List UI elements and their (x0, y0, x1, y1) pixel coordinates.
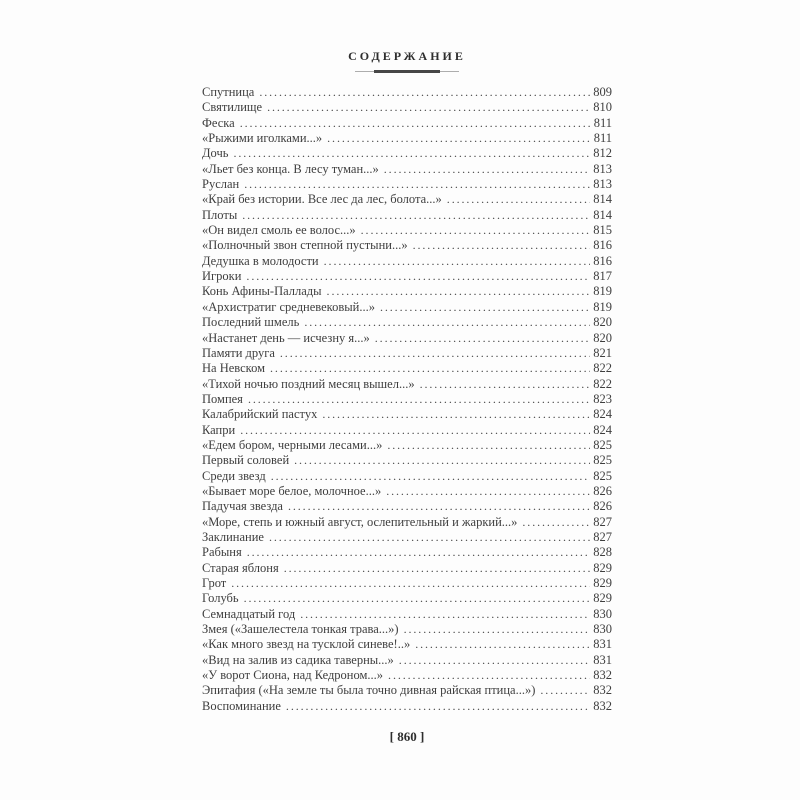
toc-entry (202, 683, 612, 698)
dot-leader (447, 192, 590, 207)
toc-entry-page: 816 (593, 238, 612, 253)
toc-entry (202, 238, 612, 253)
page-number: [ 860 ] (389, 729, 425, 745)
toc-entry-title: «Он видел смоль ее волос...» (202, 223, 356, 238)
toc-entry-page: 814 (593, 192, 612, 207)
contents-heading: СОДЕРЖАНИЕ (348, 49, 466, 63)
toc-entry-title: Рабыня (202, 545, 242, 560)
toc-entry-title: «Бывает море белое, молочное...» (202, 483, 382, 498)
dot-leader (322, 407, 590, 422)
toc-entry (202, 284, 612, 299)
toc-entry-page: 820 (593, 315, 612, 330)
toc-entry-page: 826 (593, 483, 612, 498)
toc-entry (202, 146, 612, 161)
toc-entry-title: Падучая звезда (202, 499, 283, 514)
dot-leader (248, 392, 590, 407)
toc-entry-title: Памяти друга (202, 345, 275, 360)
dot-leader (233, 146, 590, 161)
toc-entry-page: 819 (593, 299, 612, 314)
toc-entry-title: Дочь (202, 146, 229, 161)
toc-entry-title: «Едем бором, черными лесами...» (202, 437, 383, 452)
toc-entry-title: Капри (202, 422, 236, 437)
toc-entry (202, 162, 612, 177)
toc-entry-page: 825 (593, 437, 612, 452)
dot-leader (286, 699, 590, 714)
dot-leader (231, 576, 590, 591)
toc-entry (202, 699, 612, 714)
toc-entry-title: «У ворот Сиона, над Кедроном...» (202, 668, 384, 683)
toc-entry-title: Семнадцатый год (202, 606, 296, 621)
toc-entry-page: 809 (593, 85, 612, 99)
toc-entry-page: 829 (593, 576, 612, 590)
toc-entry-page: 825 (593, 453, 612, 468)
dot-leader (375, 331, 590, 346)
dot-leader (259, 85, 590, 100)
toc-entry-title: «Как много звезд на тусклой синеве!..» (202, 637, 411, 652)
toc-entry (202, 561, 612, 576)
dot-leader (420, 377, 591, 392)
toc-entry-title: Плоты (202, 207, 238, 222)
toc-entry-page: 822 (593, 361, 612, 376)
toc-entry-page: 820 (593, 330, 612, 345)
toc-entry (202, 545, 612, 560)
dot-leader (240, 423, 590, 438)
toc-entry (202, 346, 612, 361)
toc-entry (202, 377, 612, 392)
toc-entry-title: Змея («Зашелестела тонкая трава...») (202, 622, 399, 637)
dot-leader (384, 162, 590, 177)
toc-entry-page: 829 (593, 560, 612, 575)
dot-leader (267, 100, 590, 115)
toc-entry (202, 668, 612, 683)
toc-entry-title: Спутница (202, 85, 255, 99)
toc-entry (202, 484, 612, 499)
dot-leader (244, 591, 591, 606)
toc-entry (202, 392, 612, 407)
toc-entry-page: 827 (593, 529, 612, 544)
dot-leader (388, 668, 590, 683)
toc-entry-title: Дедушка в молодости (202, 253, 319, 268)
toc-entry-page: 817 (593, 269, 612, 284)
dot-leader (280, 346, 590, 361)
toc-entry-title: «Вид на залив из садика таверны...» (202, 652, 394, 667)
toc-entry-title: Феска (202, 115, 235, 130)
toc-entry (202, 300, 612, 315)
toc-entry-page: 826 (593, 499, 612, 514)
toc-entry-page: 819 (593, 284, 612, 299)
dot-leader (404, 622, 591, 637)
dot-leader (284, 561, 591, 576)
toc-entry (202, 315, 612, 330)
toc-entry (202, 100, 612, 115)
toc-entry-page: 823 (593, 391, 612, 406)
toc-entry (202, 269, 612, 284)
toc-entry-title: Заклинание (202, 529, 264, 544)
dot-leader (522, 515, 590, 530)
toc-entry-page: 831 (593, 637, 612, 652)
toc-entry (202, 331, 612, 346)
toc-entry-title: «Льет без конца. В лесу туман...» (202, 161, 379, 176)
decorative-rule (355, 70, 459, 73)
toc-entry (202, 423, 612, 438)
toc-entry-title: Старая яблоня (202, 560, 279, 575)
dot-leader (246, 269, 590, 284)
toc-entry (202, 116, 612, 131)
toc-entry (202, 223, 612, 238)
toc-entry-title: «Полночный звон степной пустыни...» (202, 238, 408, 253)
toc-entry (202, 208, 612, 223)
toc-entry (202, 591, 612, 606)
dot-leader (327, 284, 591, 299)
dot-leader (324, 254, 591, 269)
toc-entry (202, 407, 612, 422)
toc-entry (202, 530, 612, 545)
toc-entry-title: Святилище (202, 100, 263, 115)
dot-leader (247, 545, 591, 560)
toc-entry (202, 453, 612, 468)
toc-entry-page: 816 (593, 253, 612, 268)
toc-entry-page: 824 (593, 407, 612, 422)
dot-leader (300, 607, 590, 622)
toc-entry (202, 254, 612, 269)
toc-entry-title: «Тихой ночью поздний месяц вышел...» (202, 376, 415, 391)
toc-entry-page: 811 (593, 115, 612, 130)
toc-entry-title: Голубь (202, 591, 239, 606)
dot-leader (270, 361, 590, 376)
toc-entry-title: Руслан (202, 177, 240, 192)
toc-entry-page: 830 (593, 606, 612, 621)
toc-entry-page: 821 (593, 345, 612, 360)
rule-thick-center (374, 70, 440, 73)
toc-entry-page: 815 (593, 223, 612, 238)
toc-entry (202, 131, 612, 146)
toc-entry (202, 576, 612, 591)
toc-entry-title: Воспоминание (202, 698, 281, 713)
dot-leader (242, 208, 590, 223)
toc-entry-title: Первый соловей (202, 453, 290, 468)
toc-entry-title: Последний шмель (202, 315, 300, 330)
toc-entry-page: 814 (593, 207, 612, 222)
toc-entry-page: 831 (593, 652, 612, 667)
toc-entry-page: 822 (593, 376, 612, 391)
toc-entry-page: 828 (593, 545, 612, 560)
toc-entry-page: 832 (593, 683, 612, 698)
toc-entry-title: Эпитафия («На земле ты была точно дивная райская птица...») (202, 683, 536, 698)
toc-entry-title: «Край без истории. Все лес да лес, болота...» (202, 192, 442, 207)
toc-entry-page: 832 (593, 668, 612, 683)
toc-entry-title: «Архистратиг средневековый...» (202, 299, 375, 314)
dot-leader (415, 637, 590, 652)
toc-entry-title: Игроки (202, 269, 242, 284)
toc-entry (202, 438, 612, 453)
toc-entry (202, 192, 612, 207)
toc-entry-title: На Невском (202, 361, 266, 376)
dot-leader (540, 683, 590, 698)
toc-entry-page: 813 (593, 161, 612, 176)
toc-entry (202, 622, 612, 637)
dot-leader (380, 300, 590, 315)
toc-entry-page: 810 (593, 100, 612, 115)
toc-entry-title: «Море, степь и южный август, ослепительный и жаркий...» (202, 514, 518, 529)
dot-leader (387, 438, 590, 453)
dot-leader (386, 484, 590, 499)
toc-entry (202, 361, 612, 376)
toc-entry-title: Калабрийский пастух (202, 407, 318, 422)
toc-entry (202, 515, 612, 530)
toc-entry (202, 177, 612, 192)
toc-entry-page: 832 (593, 698, 612, 713)
toc-entry-page: 824 (593, 422, 612, 437)
toc-entry (202, 469, 612, 484)
dot-leader (271, 469, 591, 484)
toc-entry (202, 607, 612, 622)
toc-entry-page: 829 (593, 591, 612, 606)
contents-block (202, 0, 612, 745)
toc-entry-page: 825 (593, 468, 612, 483)
toc-entry (202, 85, 612, 100)
toc-list (202, 85, 612, 714)
dot-leader (294, 453, 590, 468)
toc-entry-page: 827 (593, 514, 612, 529)
toc-entry-title: Среди звезд (202, 468, 266, 483)
toc-entry-page: 813 (593, 177, 612, 192)
toc-entry (202, 637, 612, 652)
toc-entry-page: 830 (593, 622, 612, 637)
toc-entry-title: Помпея (202, 391, 243, 406)
toc-entry-title: «Рыжими иголками...» (202, 131, 323, 146)
toc-entry (202, 499, 612, 514)
dot-leader (413, 238, 591, 253)
dot-leader (361, 223, 591, 238)
dot-leader (327, 131, 591, 146)
toc-entry-title: Грот (202, 576, 227, 590)
dot-leader (399, 653, 590, 668)
dot-leader (244, 177, 590, 192)
dot-leader (288, 499, 590, 514)
toc-entry-title: Конь Афины-Паллады (202, 284, 322, 299)
toc-entry-page: 812 (593, 146, 612, 161)
toc-entry (202, 653, 612, 668)
toc-entry-title: «Настанет день — исчезну я...» (202, 330, 370, 345)
dot-leader (304, 315, 590, 330)
dot-leader (269, 530, 590, 545)
dot-leader (240, 116, 591, 131)
toc-entry-page: 811 (593, 131, 612, 146)
